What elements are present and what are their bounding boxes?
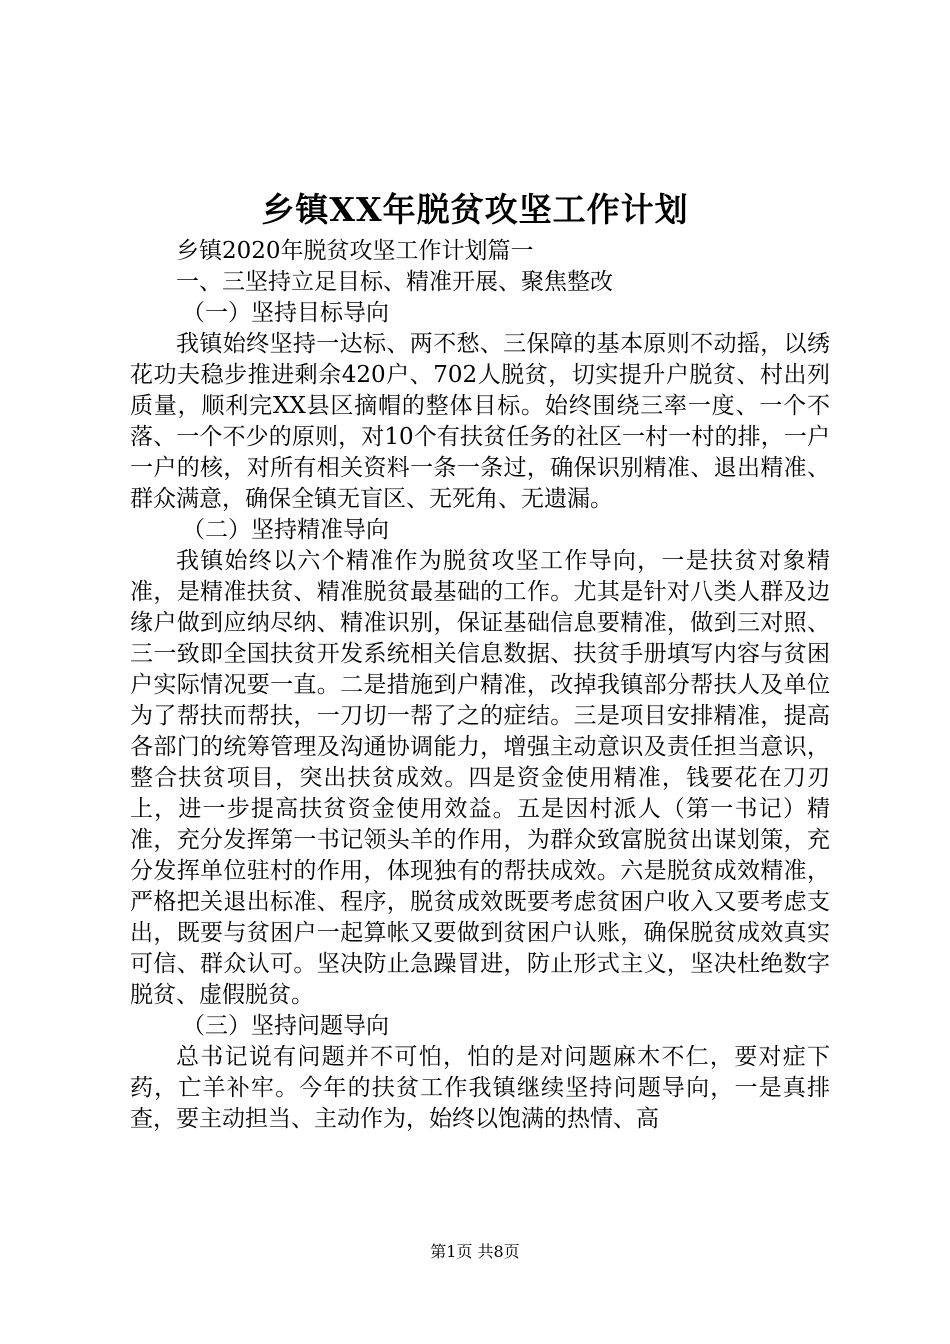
section-heading: 乡镇2020年脱贫攻坚工作计划篇一 bbox=[176, 238, 534, 264]
document-title: 乡镇XX年脱贫攻坚工作计划 bbox=[261, 190, 689, 229]
subsection-heading: （二）坚持精准导向 bbox=[182, 517, 389, 543]
body-paragraph: 我镇始终以六个精准作为脱贫攻坚工作导向，一是扶贫对象精准，是精准扶贫、精准脱贫最基础的工作。尤其是针对八类人群及边缘户做到应纳尽纳、精准识别，保证基础信息要精准，做到三对照、三一致即全国扶贫开发系统相关信息数据、扶贫手册填写内容与贫困户实际情况要一直。二是措施到户精准，改掉我镇部分帮扶人及单位为了帮扶而帮扶，一刀切一帮了之的症结。三是项目安排精准，提高各部门的统筹管理及沟通协调能力，增强主动意识及责任担当意识，整合扶贫项目，突出扶贫成效。四是资金使用精准，钱要花在刀刃上，进一步提高扶贫资金使用效益。五是因村派人（第一书记）精准，充分发挥第一书记领头羊的作用，为群众致富脱贫出谋划策，充分发挥单位驻村的作用，体现独有的帮扶成效。六是脱贫成效精准，严格把关退出标准、程序，脱贫成效既要考虑贫困户收入又要考虑支出，既要与贫困户一起算帐又要做到贫困户认账，确保脱贫成效真实可信、群众认可。坚决防止急躁冒进，防止形式主义，坚决杜绝数字脱贫、虚假脱贫。 bbox=[130, 548, 830, 1008]
page-number-footer: 第1页 共8页 bbox=[430, 1242, 520, 1261]
document-body bbox=[130, 236, 830, 1135]
body-paragraph: 我镇始终坚持一达标、两不愁、三保障的基本原则不动摇，以绣花功夫稳步推进剩余420户、702人脱贫，切实提升户脱贫、村出列质量，顺利完XX县区摘帽的整体目标。始终围绕三率一度、一个不落、一个不少的原则，对10个有扶贫任务的社区一村一村的排，一户一户的核，对所有相关资料一条一条过，确保识别精准、退出精准、群众满意，确保全镇无盲区、无死角、无遗漏。 bbox=[130, 331, 830, 512]
subsection-heading: （三）坚持问题导向 bbox=[182, 1013, 389, 1039]
body-paragraph: 总书记说有问题并不可怕，怕的是对问题麻木不仁，要对症下药，亡羊补牢。今年的扶贫工作我镇继续坚持问题导向，一是真排查，要主动担当、主动作为，始终以饱满的热情、高 bbox=[130, 1044, 830, 1132]
subsection-heading: （一）坚持目标导向 bbox=[182, 300, 389, 326]
section-heading: 一、三坚持立足目标、精准开展、聚焦整改 bbox=[176, 269, 613, 295]
